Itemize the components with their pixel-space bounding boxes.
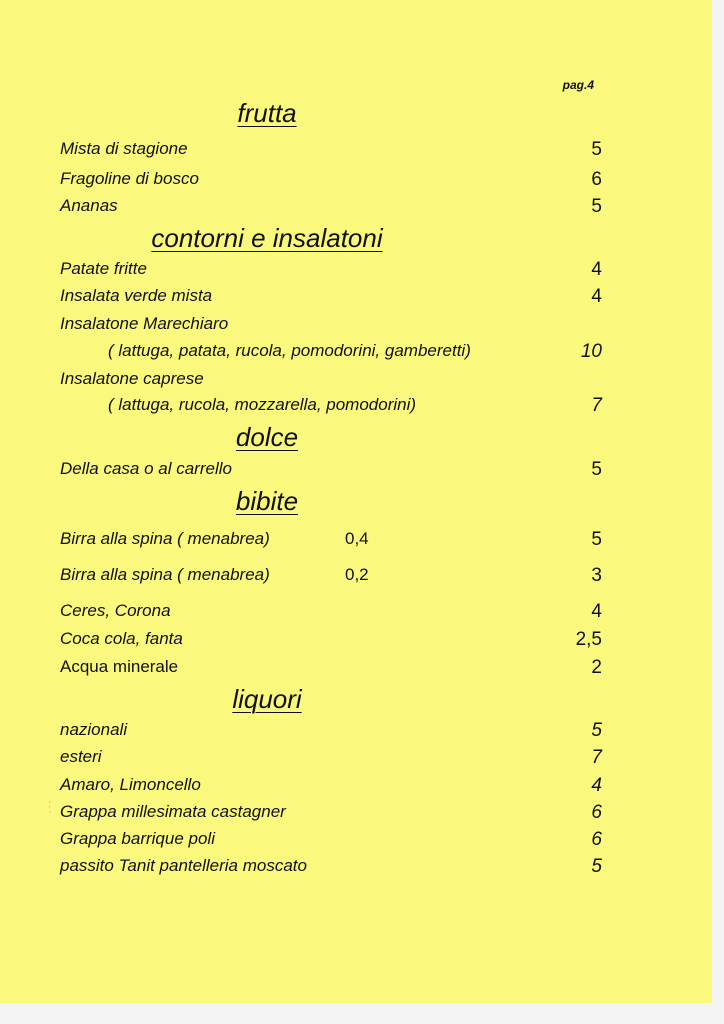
menu-item-quantity: 0,2	[345, 565, 369, 584]
menu-item-name: Ananas	[60, 196, 118, 215]
menu-item-price: 5	[591, 720, 602, 741]
menu-item-price: 6	[591, 829, 602, 850]
menu-item	[60, 775, 602, 796]
menu-item	[60, 720, 602, 741]
menu-item-quantity: 0,4	[345, 529, 369, 548]
menu-item	[60, 459, 602, 480]
menu-item-name: Ceres, Corona	[60, 601, 171, 620]
menu-item-price: 7	[591, 395, 602, 416]
menu-item-name: Amaro, Limoncello	[60, 775, 201, 794]
menu-item-price: 4	[591, 601, 602, 622]
menu-item-name: nazionali	[60, 720, 128, 739]
menu-item-name: Patate fritte	[60, 259, 147, 278]
paper-smudge	[48, 800, 52, 814]
menu-item-name: Grappa millesimata castagner	[60, 802, 286, 821]
menu-item-price: 4	[591, 259, 602, 280]
menu-item-name: Mista di stagione	[60, 139, 188, 158]
section-title-liquori: liquori	[232, 684, 302, 714]
menu-item-detail-text: ( lattuga, rucola, mozzarella, pomodorini)	[108, 395, 417, 414]
menu-item	[60, 565, 602, 586]
menu-item-price: 6	[591, 802, 602, 823]
menu-item-name: Fragoline di bosco	[60, 169, 199, 188]
scan-margin-right	[712, 0, 724, 1024]
menu-item	[60, 169, 602, 190]
menu-item-price: 4	[591, 775, 602, 796]
menu-item-name: passito Tanit pantelleria moscato	[60, 856, 307, 875]
menu-item	[60, 601, 602, 622]
menu-item	[60, 259, 602, 280]
menu-item-name: Insalata verde mista	[60, 286, 213, 305]
section-title-bibite: bibite	[235, 486, 299, 516]
menu-item-name: Insalatone caprese	[60, 369, 204, 388]
menu-item	[60, 139, 602, 160]
menu-item	[60, 802, 602, 823]
menu-item-name: Insalatone Marechiaro	[60, 314, 229, 333]
menu-item-name: Acqua minerale	[60, 657, 179, 676]
menu-item	[60, 286, 602, 307]
menu-item-price: 2	[591, 657, 602, 678]
page-number: pag.4	[562, 78, 594, 92]
menu-item-price: 4	[591, 286, 602, 307]
menu-item-detail-text: ( lattuga, patata, rucola, pomodorini, gamberetti)	[108, 341, 471, 360]
menu-item-price: 3	[591, 565, 602, 586]
menu-item-price: 7	[591, 747, 602, 768]
scan-margin-bottom	[0, 1003, 724, 1024]
menu-item-name: Birra alla spina ( menabrea)	[60, 529, 270, 548]
menu-item-price: 5	[591, 196, 602, 217]
menu-item-price: 5	[591, 459, 602, 480]
menu-item-price: 10	[580, 341, 602, 362]
section-title-frutta: frutta	[237, 98, 297, 128]
menu-item-name: Coca cola, fanta	[60, 629, 183, 648]
menu-item	[60, 529, 602, 550]
menu-item-name: esteri	[60, 747, 102, 766]
menu-item-name: Della casa o al carrello	[60, 459, 232, 478]
menu-item-price: 6	[591, 169, 602, 190]
menu-item-price: 5	[591, 139, 602, 160]
section-title-dolce: dolce	[235, 422, 299, 452]
menu-item	[60, 196, 602, 217]
menu-item	[60, 370, 602, 387]
menu-item	[60, 856, 602, 877]
menu-item-detail	[108, 341, 602, 362]
menu-item	[60, 747, 602, 768]
section-title-contorni: contorni e insalatoni	[151, 223, 383, 253]
menu-item-price: 5	[591, 529, 602, 550]
menu-item-price: 5	[591, 856, 602, 877]
menu-item	[60, 829, 602, 850]
menu-item-detail	[108, 395, 602, 416]
menu-item-name: Grappa barrique poli	[60, 829, 215, 848]
menu-item-name: Birra alla spina ( menabrea)	[60, 565, 270, 584]
menu-item-price: 2,5	[575, 629, 602, 650]
menu-item	[60, 315, 602, 332]
menu-item	[60, 629, 602, 650]
menu-item	[60, 657, 602, 678]
